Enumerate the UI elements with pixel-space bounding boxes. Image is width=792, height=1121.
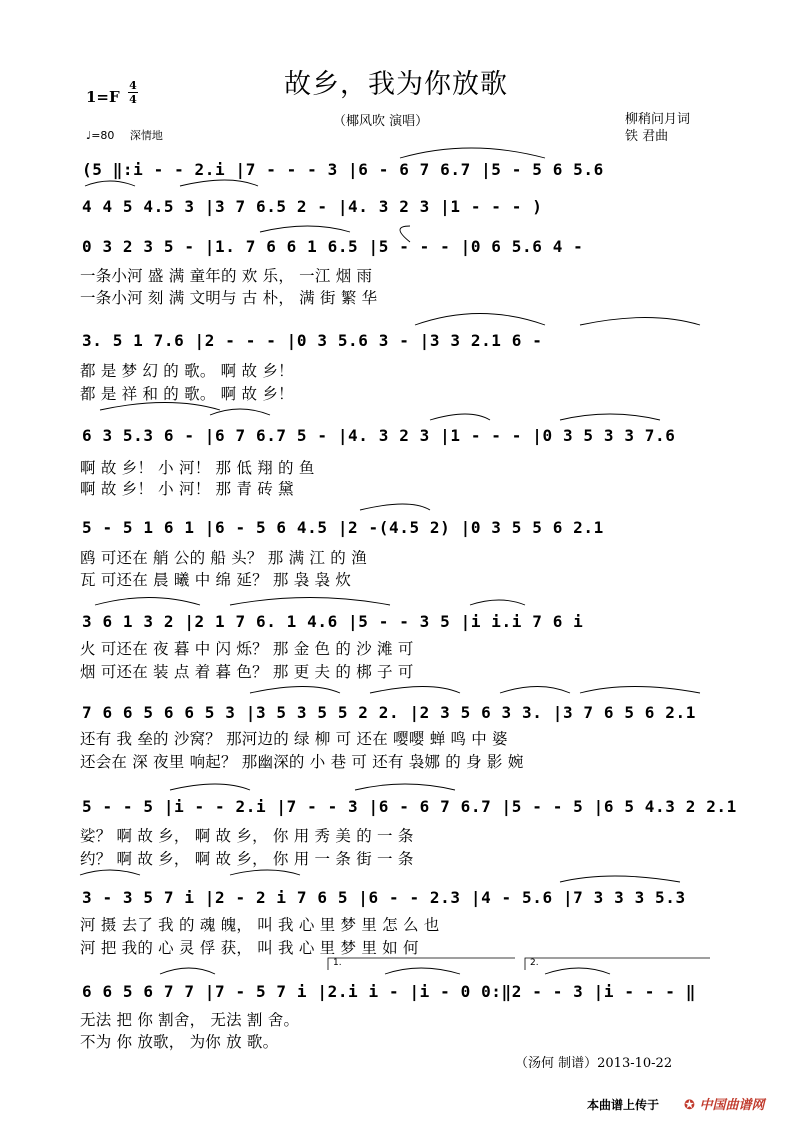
- notation-row: 6 3 5.3 6 - |6 7 6.7 5 - |4. 3 2 3 |1 - - - |0 3 5 3 3 7.6: [82, 426, 676, 445]
- key-signature: 1=F: [86, 88, 120, 106]
- volta-second-label: 2.: [530, 958, 539, 968]
- time-signature-top: 4: [129, 79, 137, 92]
- composer-credit: 铁 君曲: [625, 129, 669, 144]
- notation-row: (5 ‖:i - - 2.i |7 - - - 3 |6 - 6 7 6.7 |5 - 5 6 5.6: [82, 160, 604, 179]
- lyric-line: 烟 可还在 装 点 着 暮 色？ 那 更 夫 的 梆 子 可: [80, 663, 414, 681]
- time-signature-bottom: 4: [129, 93, 137, 106]
- expression-marking: 深情地: [129, 129, 163, 142]
- volta-first-label: 1.: [333, 958, 342, 968]
- song-title: 故乡，我为你放歌: [284, 69, 508, 100]
- lyric-line: 一条小河 盛 满 童年的 欢 乐， 一江 烟 雨: [80, 267, 373, 285]
- notation-row: 3 - 3 5 7 i |2 - 2 i 7 6 5 |6 - - 2.3 |4 - 5.6 |7 3 3 3 5.3: [82, 888, 686, 907]
- transcriber-signature: （汤何 制谱）2013-10-22: [515, 1056, 673, 1071]
- notation-row: 3 6 1 3 2 |2 1 7 6. 1 4.6 |5 - - 3 5 |i i.i 7 6 i: [82, 612, 584, 631]
- lyric-line: 瓦 可还在 晨 曦 中 绵 延？ 那 袅 袅 炊: [80, 571, 352, 589]
- lyric-line: 无法 把 你 割舍， 无法 割 舍。: [80, 1011, 300, 1029]
- tempo-value: ♩=80: [86, 129, 115, 142]
- singer-credit: （椰风吹 演唱）: [333, 114, 429, 129]
- notation-row: 5 - - 5 |i - - 2.i |7 - - 3 |6 - 6 7 6.7 |5 - - 5 |6 5 4.3 2 2.1: [82, 797, 737, 816]
- lyric-line: 不为 你 放歌， 为你 放 歌。: [80, 1033, 279, 1051]
- lyric-line: 一条小河 刻 满 文明与 古 朴， 满 街 繁 华: [80, 289, 378, 307]
- site-logo: [684, 1094, 764, 1113]
- lyric-line: 火 可还在 夜 暮 中 闪 烁？ 那 金 色 的 沙 滩 可: [80, 640, 414, 658]
- lyric-line: 啊 故 乡！ 小 河！ 那 青 砖 黛: [80, 480, 294, 498]
- lyric-line: 鸥 可还在 艄 公的 船 头？ 那 满 江 的 渔: [80, 549, 367, 567]
- notation-row: 4 4 5 4.5 3 |3 7 6.5 2 - |4. 3 2 3 |1 - - - ): [82, 197, 543, 216]
- notation-row: 0 3 2 3 5 - |1. 7 6 6 1 6.5 |5 - - - |0 6 5.6 4 -: [82, 237, 584, 256]
- lyric-line: 约？ 啊 故 乡， 啊 故 乡， 你 用 一 条 街 一 条: [80, 850, 414, 868]
- lyric-line: 都 是 祥 和 的 歌。 啊 故 乡！: [80, 385, 294, 403]
- upload-notice: 本曲谱上传于: [587, 1098, 660, 1112]
- lyric-line: 啊 故 乡！ 小 河！ 那 低 翔 的 鱼: [80, 459, 315, 477]
- notation-row: 6 6 5 6 7 7 |7 - 5 7 i |2.i i - |i - 0 0:‖2 - - 3 |i - - - ‖: [82, 982, 696, 1001]
- site-logo-text: 中国曲谱网: [699, 1098, 765, 1113]
- lyricist-credit: 柳稍问月词: [625, 112, 691, 127]
- logo-swirl-icon: ✪: [684, 1098, 695, 1113]
- lyric-line: 都 是 梦 幻 的 歌。 啊 故 乡！: [80, 362, 294, 380]
- lyric-line: 娑？ 啊 故 乡， 啊 故 乡， 你 用 秀 美 的 一 条: [80, 827, 414, 845]
- notation-row: 5 - 5 1 6 1 |6 - 5 6 4.5 |2 -(4.5 2) |0 3 5 5 6 2.1: [82, 518, 604, 537]
- lyric-line: 河 把 我的 心 灵 俘 获， 叫 我 心 里 梦 里 如 何: [80, 939, 419, 957]
- lyric-line: 河 摄 去了 我 的 魂 魄， 叫 我 心 里 梦 里 怎 么 也: [80, 916, 440, 934]
- lyric-line: 还有 我 垒的 沙窝？ 那河边的 绿 柳 可 还在 嘤嘤 蝉 鸣 中 婆: [80, 730, 508, 748]
- lyric-line: 还会在 深 夜里 响起？ 那幽深的 小 巷 可 还有 袅娜 的 身 影 婉: [80, 753, 524, 771]
- notation-row: 7 6 6 5 6 6 5 3 |3 5 3 5 5 2 2. |2 3 5 6 3 3. |3 7 6 5 6 2.1: [82, 703, 696, 722]
- notation-row: 3. 5 1 7.6 |2 - - - |0 3 5.6 3 - |3 3 2.1 6 -: [82, 331, 543, 350]
